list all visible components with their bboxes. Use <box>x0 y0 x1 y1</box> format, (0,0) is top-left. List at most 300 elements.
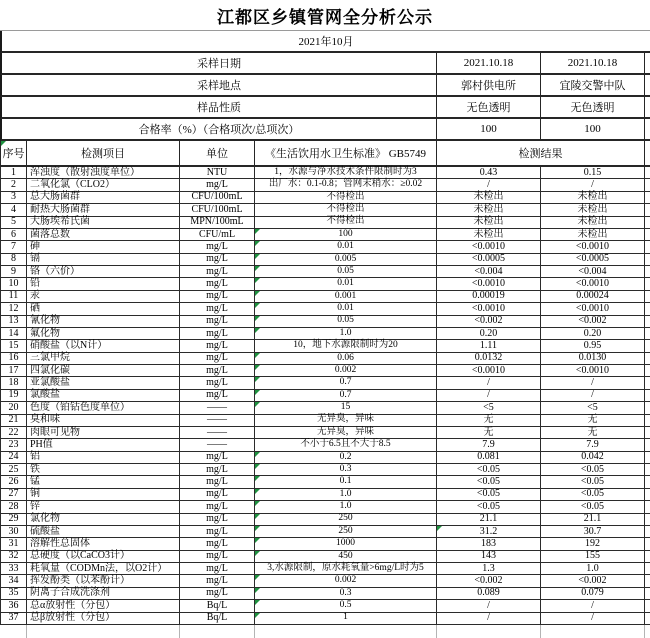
cell-standard-limit: 0.5 <box>255 600 437 611</box>
table-row <box>1 390 650 402</box>
cell-item-name: PH值 <box>27 439 180 450</box>
cell-result-2: <5 <box>541 402 645 413</box>
cell-result-1: / <box>437 377 541 388</box>
column-header-unit: 单位 <box>180 141 255 165</box>
page-title: 江都区乡镇管网全分析公示 <box>0 0 650 31</box>
row-edge-sliver <box>645 328 650 339</box>
table-row <box>1 526 650 538</box>
cell-unit: mg/L <box>180 476 255 487</box>
cell-result-1: 143 <box>437 551 541 562</box>
pass-rate-value-1: 100 <box>437 119 541 139</box>
cell-result-2: 21.1 <box>541 514 645 525</box>
cell-standard-limit: 0.2 <box>255 452 437 463</box>
cell-unit: mg/L <box>180 538 255 549</box>
cell-item-name: 色度（铂钴色度单位） <box>27 402 180 413</box>
cell-result-1: <0.05 <box>437 464 541 475</box>
column-header-no: 序号 <box>1 141 27 165</box>
cell-result-2: <0.002 <box>541 316 645 327</box>
row-edge-sliver <box>645 600 650 611</box>
cell-result-1: 未检出 <box>437 217 541 228</box>
cell-result-2: 1.0 <box>541 563 645 574</box>
table-row <box>1 489 650 501</box>
table-row <box>1 452 650 464</box>
row-edge-sliver <box>645 613 650 624</box>
cell-item-name: 硝酸盐（以N计） <box>27 340 180 351</box>
cell-result-2: 未检出 <box>541 204 645 215</box>
cell-standard-limit: 0.7 <box>255 390 437 401</box>
cell-unit: MPN/100mL <box>180 217 255 228</box>
table-row <box>1 316 650 328</box>
table-row <box>1 241 650 253</box>
cell-result-1: <0.05 <box>437 489 541 500</box>
row-edge-sliver <box>645 377 650 388</box>
cell-result-2: <0.05 <box>541 501 645 512</box>
cell-result-2: <0.05 <box>541 464 645 475</box>
cell-item-name: 总α放射性（分包） <box>27 600 180 611</box>
cell-standard-limit: 1 <box>255 613 437 624</box>
cell-result-1: <0.002 <box>437 316 541 327</box>
cell-item-name: 大肠埃希氏菌 <box>27 217 180 228</box>
table-row <box>1 563 650 575</box>
table-row <box>1 538 650 550</box>
cell-standard-limit: 无异臭，异味 <box>255 415 437 426</box>
cell-index: 17 <box>1 365 27 376</box>
cell-result-2: 无 <box>541 427 645 438</box>
cell-unit: mg/L <box>180 179 255 190</box>
cell-unit: mg/L <box>180 489 255 500</box>
cell-result-1: <0.0010 <box>437 303 541 314</box>
row-edge-sliver <box>645 303 650 314</box>
row-edge-sliver <box>645 514 650 525</box>
cell-result-1: / <box>437 600 541 611</box>
cell-standard-limit: 10，地下水源限制时为20 <box>255 340 437 351</box>
cell-result-2: 30.7 <box>541 526 645 537</box>
cell-index: 14 <box>1 328 27 339</box>
cell-unit: mg/L <box>180 316 255 327</box>
cell-result-2: <0.05 <box>541 476 645 487</box>
cell-standard-limit: 无异臭，异味 <box>255 427 437 438</box>
column-header-result: 检测结果 <box>437 141 645 165</box>
info-row-sample-nature <box>0 97 650 119</box>
cell-item-name: 铝 <box>27 452 180 463</box>
cell-result-2: 0.0130 <box>541 353 645 364</box>
sample-date-value-1: 2021.10.18 <box>437 53 541 73</box>
cell-index: 11 <box>1 291 27 302</box>
cell-standard-limit: 450 <box>255 551 437 562</box>
cell-item-name: 锰 <box>27 476 180 487</box>
table-row <box>1 179 650 191</box>
table-row <box>1 365 650 377</box>
table-row <box>1 278 650 290</box>
row-edge-sliver <box>645 538 650 549</box>
row-edge-sliver <box>645 97 650 117</box>
cell-standard-limit: 250 <box>255 526 437 537</box>
cell-index: 3 <box>1 192 27 203</box>
cell-result-2: / <box>541 600 645 611</box>
grid-line-stub <box>26 625 27 638</box>
cell-item-name: 硒 <box>27 303 180 314</box>
cell-unit: mg/L <box>180 353 255 364</box>
cell-item-name: 总大肠菌群 <box>27 192 180 203</box>
cell-result-1: <0.0010 <box>437 241 541 252</box>
cell-unit: —— <box>180 415 255 426</box>
cell-item-name: 镉 <box>27 254 180 265</box>
row-edge-sliver <box>645 229 650 240</box>
cell-standard-limit: 1.0 <box>255 501 437 512</box>
cell-standard-limit: 1.0 <box>255 489 437 500</box>
cell-result-1: 183 <box>437 538 541 549</box>
cell-index: 5 <box>1 217 27 228</box>
cell-result-2: <0.0010 <box>541 303 645 314</box>
cell-unit: mg/L <box>180 241 255 252</box>
cell-unit: mg/L <box>180 575 255 586</box>
cell-index: 7 <box>1 241 27 252</box>
cell-result-1: 0.081 <box>437 452 541 463</box>
pass-rate-value-2: 100 <box>541 119 645 139</box>
cell-result-1: 0.00019 <box>437 291 541 302</box>
row-edge-sliver <box>645 476 650 487</box>
cell-index: 1 <box>1 167 27 178</box>
cell-result-1: / <box>437 390 541 401</box>
cell-unit: mg/L <box>180 266 255 277</box>
cell-index: 28 <box>1 501 27 512</box>
table-row <box>1 204 650 216</box>
table-row <box>1 328 650 340</box>
cell-index: 29 <box>1 514 27 525</box>
cell-index: 37 <box>1 613 27 624</box>
row-edge-sliver <box>645 204 650 215</box>
cell-item-name: 总硬度（以CaCO3计） <box>27 551 180 562</box>
table-row <box>1 217 650 229</box>
table-row <box>1 613 650 625</box>
cell-index: 36 <box>1 600 27 611</box>
row-edge-sliver <box>645 266 650 277</box>
sample-nature-value-1: 无色透明 <box>437 97 541 117</box>
cell-result-1: 0.0132 <box>437 353 541 364</box>
cell-result-2: <0.0010 <box>541 241 645 252</box>
cell-result-1: 0.20 <box>437 328 541 339</box>
cell-item-name: 氰化物 <box>27 316 180 327</box>
table-row <box>1 551 650 563</box>
table-row <box>1 266 650 278</box>
table-row <box>1 476 650 488</box>
grid-line-stub <box>540 625 541 638</box>
cell-item-name: 挥发酚类（以苯酚计） <box>27 575 180 586</box>
cell-item-name: 臭和味 <box>27 415 180 426</box>
cell-index: 34 <box>1 575 27 586</box>
pass-rate-label: 合格率（%）（合格项次/总项次） <box>2 119 437 139</box>
cell-standard-limit: 1，水源与净水技术条件限制时为3 <box>255 167 437 178</box>
grid-line-stub <box>179 625 180 638</box>
cell-result-1: <0.0005 <box>437 254 541 265</box>
cell-standard-limit: 0.3 <box>255 464 437 475</box>
cell-standard-limit: 0.06 <box>255 353 437 364</box>
table-row <box>1 501 650 513</box>
row-edge-sliver <box>645 254 650 265</box>
cell-result-2: 0.95 <box>541 340 645 351</box>
table-row <box>1 254 650 266</box>
cell-result-2: / <box>541 613 645 624</box>
cell-item-name: 锌 <box>27 501 180 512</box>
cell-item-name: 三氯甲烷 <box>27 353 180 364</box>
cell-unit: Bq/L <box>180 600 255 611</box>
cell-index: 30 <box>1 526 27 537</box>
row-edge-sliver <box>645 141 650 165</box>
cell-result-2: 7.9 <box>541 439 645 450</box>
table-row <box>1 291 650 303</box>
cell-index: 6 <box>1 229 27 240</box>
cell-result-2: 0.079 <box>541 588 645 599</box>
table-row <box>1 575 650 587</box>
cell-index: 15 <box>1 340 27 351</box>
cell-result-1: / <box>437 613 541 624</box>
cell-unit: NTU <box>180 167 255 178</box>
cell-unit: mg/L <box>180 514 255 525</box>
cell-result-1: 7.9 <box>437 439 541 450</box>
table-row <box>1 229 650 241</box>
cell-standard-limit: 0.1 <box>255 476 437 487</box>
cell-standard-limit: 0.01 <box>255 278 437 289</box>
cell-unit: mg/L <box>180 501 255 512</box>
cell-item-name: 铜 <box>27 489 180 500</box>
cell-item-name: 铅 <box>27 278 180 289</box>
table-row <box>1 192 650 204</box>
row-edge-sliver <box>645 390 650 401</box>
cell-item-name: 硫酸盐 <box>27 526 180 537</box>
cell-unit: —— <box>180 439 255 450</box>
cell-index: 20 <box>1 402 27 413</box>
cell-item-name: 菌落总数 <box>27 229 180 240</box>
cell-item-name: 阴离子合成洗涤剂 <box>27 588 180 599</box>
cell-standard-limit: 100 <box>255 229 437 240</box>
bottom-partial-row <box>0 625 650 638</box>
table-body <box>0 167 650 625</box>
table-row <box>1 588 650 600</box>
table-row <box>1 167 650 179</box>
cell-index: 9 <box>1 266 27 277</box>
cell-item-name: 铬（六价） <box>27 266 180 277</box>
cell-result-1: <0.002 <box>437 575 541 586</box>
cell-result-1: <0.05 <box>437 501 541 512</box>
cell-item-name: 肉眼可见物 <box>27 427 180 438</box>
cell-result-2: / <box>541 179 645 190</box>
period-subtitle: 2021年10月 <box>0 31 650 53</box>
cell-result-2: 未检出 <box>541 217 645 228</box>
cell-index: 2 <box>1 179 27 190</box>
cell-standard-limit: 0.002 <box>255 365 437 376</box>
cell-unit: mg/L <box>180 328 255 339</box>
cell-result-1: 1.11 <box>437 340 541 351</box>
cell-index: 22 <box>1 427 27 438</box>
cell-item-name: 二氧化氯（CLO2） <box>27 179 180 190</box>
cell-item-name: 亚氯酸盐 <box>27 377 180 388</box>
row-edge-sliver <box>645 526 650 537</box>
cell-unit: mg/L <box>180 390 255 401</box>
row-edge-sliver <box>645 452 650 463</box>
cell-index: 32 <box>1 551 27 562</box>
cell-standard-limit: 250 <box>255 514 437 525</box>
table-row <box>1 303 650 315</box>
cell-standard-limit: 不得检出 <box>255 204 437 215</box>
sample-location-value-2: 宜陵交警中队 <box>541 75 645 95</box>
row-edge-sliver <box>645 353 650 364</box>
cell-unit: CFU/mL <box>180 229 255 240</box>
row-edge-sliver <box>645 75 650 95</box>
cell-index: 4 <box>1 204 27 215</box>
cell-standard-limit: 不得检出 <box>255 217 437 228</box>
cell-unit: —— <box>180 427 255 438</box>
cell-standard-limit: 0.01 <box>255 241 437 252</box>
cell-index: 8 <box>1 254 27 265</box>
cell-unit: Bq/L <box>180 613 255 624</box>
cell-item-name: 耐热大肠菌群 <box>27 204 180 215</box>
info-row-sample-location <box>0 75 650 97</box>
cell-result-2: 0.00024 <box>541 291 645 302</box>
cell-index: 21 <box>1 415 27 426</box>
row-edge-sliver <box>645 402 650 413</box>
cell-result-2: <0.0010 <box>541 365 645 376</box>
row-edge-sliver <box>645 167 650 178</box>
cell-standard-limit: 不小于6.5且不大于8.5 <box>255 439 437 450</box>
sample-nature-value-2: 无色透明 <box>541 97 645 117</box>
cell-result-2: 无 <box>541 415 645 426</box>
cell-result-2: <0.0005 <box>541 254 645 265</box>
cell-standard-limit: 0.001 <box>255 291 437 302</box>
row-edge-sliver <box>645 551 650 562</box>
cell-item-name: 四氯化碳 <box>27 365 180 376</box>
cell-unit: mg/L <box>180 526 255 537</box>
cell-standard-limit: 15 <box>255 402 437 413</box>
table-row <box>1 415 650 427</box>
cell-result-2: <0.0010 <box>541 278 645 289</box>
table-row <box>1 600 650 612</box>
cell-item-name: 浑浊度（散射浊度单位） <box>27 167 180 178</box>
cell-result-2: <0.004 <box>541 266 645 277</box>
cell-item-name: 溶解性总固体 <box>27 538 180 549</box>
table-row <box>1 464 650 476</box>
cell-index: 13 <box>1 316 27 327</box>
cell-item-name: 汞 <box>27 291 180 302</box>
cell-result-1: 无 <box>437 427 541 438</box>
cell-item-name: 铁 <box>27 464 180 475</box>
cell-standard-limit: 3,水源限制，原水耗氧量>6mg/L时为5 <box>255 563 437 574</box>
cell-index: 23 <box>1 439 27 450</box>
cell-unit: mg/L <box>180 365 255 376</box>
grid-line-stub <box>436 625 437 638</box>
row-edge-sliver <box>645 427 650 438</box>
row-edge-sliver <box>645 340 650 351</box>
cell-result-2: 0.042 <box>541 452 645 463</box>
column-header-standard: 《生活饮用水卫生标准》 GB5749 <box>255 141 437 165</box>
cell-result-2: 155 <box>541 551 645 562</box>
info-row-pass-rate <box>0 119 650 141</box>
cell-result-2: 0.20 <box>541 328 645 339</box>
cell-unit: mg/L <box>180 254 255 265</box>
cell-result-1: 0.089 <box>437 588 541 599</box>
cell-standard-limit: 0.7 <box>255 377 437 388</box>
cell-index: 16 <box>1 353 27 364</box>
row-edge-sliver <box>645 588 650 599</box>
cell-standard-limit: 0.005 <box>255 254 437 265</box>
cell-result-1: 无 <box>437 415 541 426</box>
cell-unit: mg/L <box>180 588 255 599</box>
row-edge-sliver <box>645 501 650 512</box>
cell-result-1: / <box>437 179 541 190</box>
cell-result-2: / <box>541 377 645 388</box>
table-row <box>1 402 650 414</box>
cell-index: 10 <box>1 278 27 289</box>
cell-standard-limit: 不得检出 <box>255 192 437 203</box>
cell-index: 19 <box>1 390 27 401</box>
cell-result-2: <0.05 <box>541 489 645 500</box>
cell-standard-limit: 0.01 <box>255 303 437 314</box>
cell-result-1: <0.0010 <box>437 365 541 376</box>
cell-standard-limit: 0.3 <box>255 588 437 599</box>
row-edge-sliver <box>645 575 650 586</box>
row-edge-sliver <box>645 439 650 450</box>
cell-index: 33 <box>1 563 27 574</box>
sample-nature-label: 样品性质 <box>2 97 437 117</box>
cell-standard-limit: 0.05 <box>255 266 437 277</box>
table-header-row <box>0 141 650 167</box>
cell-item-name: 氯酸盐 <box>27 390 180 401</box>
cell-index: 27 <box>1 489 27 500</box>
row-edge-sliver <box>645 278 650 289</box>
table-row <box>1 514 650 526</box>
row-edge-sliver <box>645 316 650 327</box>
cell-result-1: 未检出 <box>437 192 541 203</box>
cell-unit: CFU/100mL <box>180 192 255 203</box>
row-edge-sliver <box>645 464 650 475</box>
sample-date-value-2: 2021.10.18 <box>541 53 645 73</box>
sample-location-value-1: 郭村供电所 <box>437 75 541 95</box>
row-edge-sliver <box>645 291 650 302</box>
grid-line-stub <box>254 625 255 638</box>
cell-result-2: 未检出 <box>541 229 645 240</box>
cell-standard-limit: 0.05 <box>255 316 437 327</box>
cell-result-1: 21.1 <box>437 514 541 525</box>
cell-result-1: <0.0010 <box>437 278 541 289</box>
cell-unit: mg/L <box>180 340 255 351</box>
cell-unit: CFU/100mL <box>180 204 255 215</box>
row-edge-sliver <box>645 53 650 73</box>
table-row <box>1 353 650 365</box>
sample-date-label: 采样日期 <box>2 53 437 73</box>
column-header-item: 检测项目 <box>27 141 180 165</box>
info-row-sample-date <box>0 53 650 75</box>
cell-item-name: 总β放射性（分包） <box>27 613 180 624</box>
row-edge-sliver <box>645 415 650 426</box>
row-edge-sliver <box>645 179 650 190</box>
cell-standard-limit: 0.002 <box>255 575 437 586</box>
cell-unit: mg/L <box>180 377 255 388</box>
cell-unit: mg/L <box>180 291 255 302</box>
table-row <box>1 377 650 389</box>
row-edge-sliver <box>645 563 650 574</box>
cell-unit: mg/L <box>180 551 255 562</box>
cell-index: 26 <box>1 476 27 487</box>
row-edge-sliver <box>645 489 650 500</box>
cell-standard-limit: 1000 <box>255 538 437 549</box>
cell-item-name: 砷 <box>27 241 180 252</box>
table-row <box>1 340 650 352</box>
cell-result-1: <0.05 <box>437 476 541 487</box>
cell-unit: mg/L <box>180 452 255 463</box>
row-edge-sliver <box>645 119 650 139</box>
row-edge-sliver <box>645 241 650 252</box>
cell-result-1: 1.3 <box>437 563 541 574</box>
cell-index: 25 <box>1 464 27 475</box>
